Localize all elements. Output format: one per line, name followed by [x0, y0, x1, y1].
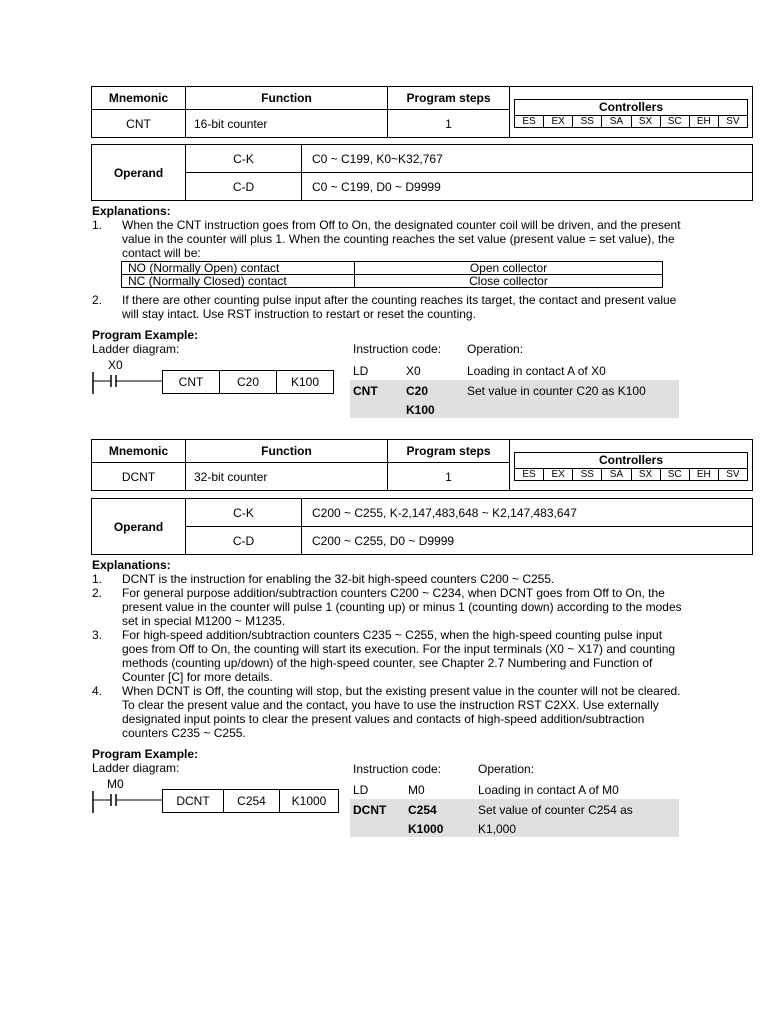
dcnt-explanation-item: 3. For high-speed addition/subtraction counters C235 ~ C255, when the high-speed counting pulse input goes from Off to On, the counting will start its execution. For the input terminals (X0 ~ X17) and counting methods (counting up/down) of the high-speed counter, see Chapter 2.7 Numbering and Function of Counter [C] for more details. [92, 628, 676, 684]
dcnt-function: 32-bit counter [186, 463, 388, 491]
controller-es: ES [515, 469, 544, 480]
mnemonic-header: Mnemonic [92, 87, 186, 110]
ladder-instruction: CNT [163, 371, 220, 393]
dcnt-explanation-item: 4. When DCNT is Off, the counting will stop, but the existing present value in the counter will not be cleared. To clear the present value and the contact, you have to use the instruction RST C2XX. Use externally designated input points to clear the present values and contacts of high-speed addition/subtraction counters C235 ~ C255. [92, 684, 681, 740]
cnt-mnemonic: CNT [92, 110, 186, 138]
cnt-ladder-label: Ladder diagram: [92, 342, 180, 356]
controller-ss: SS [573, 469, 602, 480]
code-argument: K100 [406, 403, 435, 417]
cnt-operand-value: C0 ~ C199, K0~K32,767 [302, 145, 753, 173]
ladder-operand: K100 [290, 375, 320, 389]
controllers-list [515, 116, 747, 127]
ladder-instruction: DCNT [163, 790, 224, 812]
contact-output: Open collector [355, 262, 663, 275]
controller-eh: EH [690, 116, 719, 127]
contact-output: Close collector [355, 275, 663, 288]
program-steps-header: Program steps [388, 87, 510, 110]
dcnt-example-title: Program Example: [92, 747, 199, 761]
cnt-operand-value: C0 ~ C199, D0 ~ D9999 [302, 173, 753, 201]
code-mnemonic: LD [353, 783, 369, 797]
controller-eh: EH [690, 469, 719, 480]
cnt-operand-label: Operand [92, 145, 186, 201]
dcnt-contact-label: M0 [107, 777, 124, 791]
dcnt-operand-value: C200 ~ C255, K-2,147,483,648 ~ K2,147,483,647 [302, 499, 753, 527]
cnt-contact-label: X0 [108, 358, 123, 372]
cnt-operand-type: C-D [186, 173, 302, 201]
dcnt-operation-label: Operation: [478, 762, 535, 776]
controllers-title: Controllers [515, 453, 747, 469]
dcnt-explanation-item: 2. For general purpose addition/subtraction counters C200 ~ C234, when DCNT goes from Off to On, the present value in the counter will pulse 1 (counting up) or minus 1 (counting down) according to the modes set in special M1200 ~ M1235. [92, 586, 682, 628]
dcnt-operand-label: Operand [92, 499, 186, 555]
dcnt-ladder-label: Ladder diagram: [92, 761, 180, 775]
dcnt-explanation-item: 1. DCNT is the instruction for enabling the 32-bit high-speed counters C200 ~ C255. [92, 572, 555, 586]
cnt-explanation-item: 2. If there are other counting pulse input after the counting reaches its target, the contact and present value will stay intact. Use RST instruction to restart or reset the counting. [92, 293, 677, 321]
controller-sa: SA [602, 469, 631, 480]
controller-sx: SX [632, 469, 661, 480]
dcnt-instruction-code-label: Instruction code: [353, 762, 442, 776]
ladder-operand: C20 [220, 371, 277, 393]
controllers-cell [510, 87, 753, 138]
cnt-header-table [91, 86, 753, 138]
code-argument: K1000 [408, 822, 444, 836]
cnt-instruction-code-label: Instruction code: [353, 342, 442, 356]
cnt-operand-type: C-K [186, 145, 302, 173]
cnt-contact-table [121, 261, 663, 288]
contact-type: NC (Normally Closed) contact [122, 275, 355, 288]
controller-sv: SV [726, 469, 740, 480]
controllers-cell [510, 440, 753, 491]
ladder-operand: C254 [224, 790, 280, 812]
function-header: Function [186, 87, 388, 110]
dcnt-ladder-rung [88, 787, 168, 817]
cnt-operand-table [91, 144, 753, 201]
cnt-explanation-item: 1. When the CNT instruction goes from Off to On, the designated counter coil will be driven, and the present value in the counter will plus 1. When the counting reaches the set value (present value = set value), the contact will be: [92, 218, 681, 260]
dcnt-operand-value: C200 ~ C255, D0 ~ D9999 [302, 527, 753, 555]
code-argument: C254 [408, 803, 437, 817]
dcnt-operand-table [91, 498, 753, 555]
dcnt-operand-type: C-K [186, 499, 302, 527]
program-steps-header: Program steps [388, 440, 510, 463]
dcnt-header-table [91, 439, 753, 491]
controller-sx: SX [632, 116, 661, 127]
code-operation: Set value in counter C20 as K100 [467, 384, 646, 398]
controllers-title: Controllers [515, 100, 747, 116]
cnt-instruction-box [162, 370, 334, 394]
contact-type: NO (Normally Open) contact [122, 262, 355, 275]
code-argument: X0 [406, 364, 421, 378]
function-header: Function [186, 440, 388, 463]
code-operation: K1,000 [478, 822, 517, 836]
controller-ex: EX [544, 116, 573, 127]
controller-sa: SA [602, 116, 631, 127]
code-argument: C20 [406, 384, 429, 398]
cnt-steps: 1 [388, 110, 510, 138]
dcnt-mnemonic: DCNT [92, 463, 186, 491]
controller-sv: SV [726, 116, 740, 127]
dcnt-operand-type: C-D [186, 527, 302, 555]
dcnt-steps: 1 [388, 463, 510, 491]
dcnt-instruction-box [162, 789, 339, 813]
code-mnemonic: CNT [353, 384, 378, 398]
controllers-list [515, 469, 747, 480]
controller-sc: SC [661, 116, 690, 127]
ladder-operand: K1000 [291, 794, 327, 808]
cnt-ladder-rung [88, 368, 168, 398]
code-operation: Loading in contact A of M0 [478, 783, 619, 797]
code-operation: Loading in contact A of X0 [467, 364, 606, 378]
controller-es: ES [515, 116, 544, 127]
cnt-explanations-title: Explanations: [92, 204, 171, 218]
cnt-function: 16-bit counter [186, 110, 388, 138]
dcnt-explanations-title: Explanations: [92, 558, 171, 572]
controller-ss: SS [573, 116, 602, 127]
controller-ex: EX [544, 469, 573, 480]
code-argument: M0 [408, 783, 425, 797]
code-mnemonic: DCNT [353, 803, 387, 817]
code-mnemonic: LD [353, 364, 369, 378]
cnt-example-title: Program Example: [92, 328, 199, 342]
controller-sc: SC [661, 469, 690, 480]
code-operation: Set value of counter C254 as [478, 803, 633, 817]
cnt-operation-label: Operation: [467, 342, 524, 356]
mnemonic-header: Mnemonic [92, 440, 186, 463]
